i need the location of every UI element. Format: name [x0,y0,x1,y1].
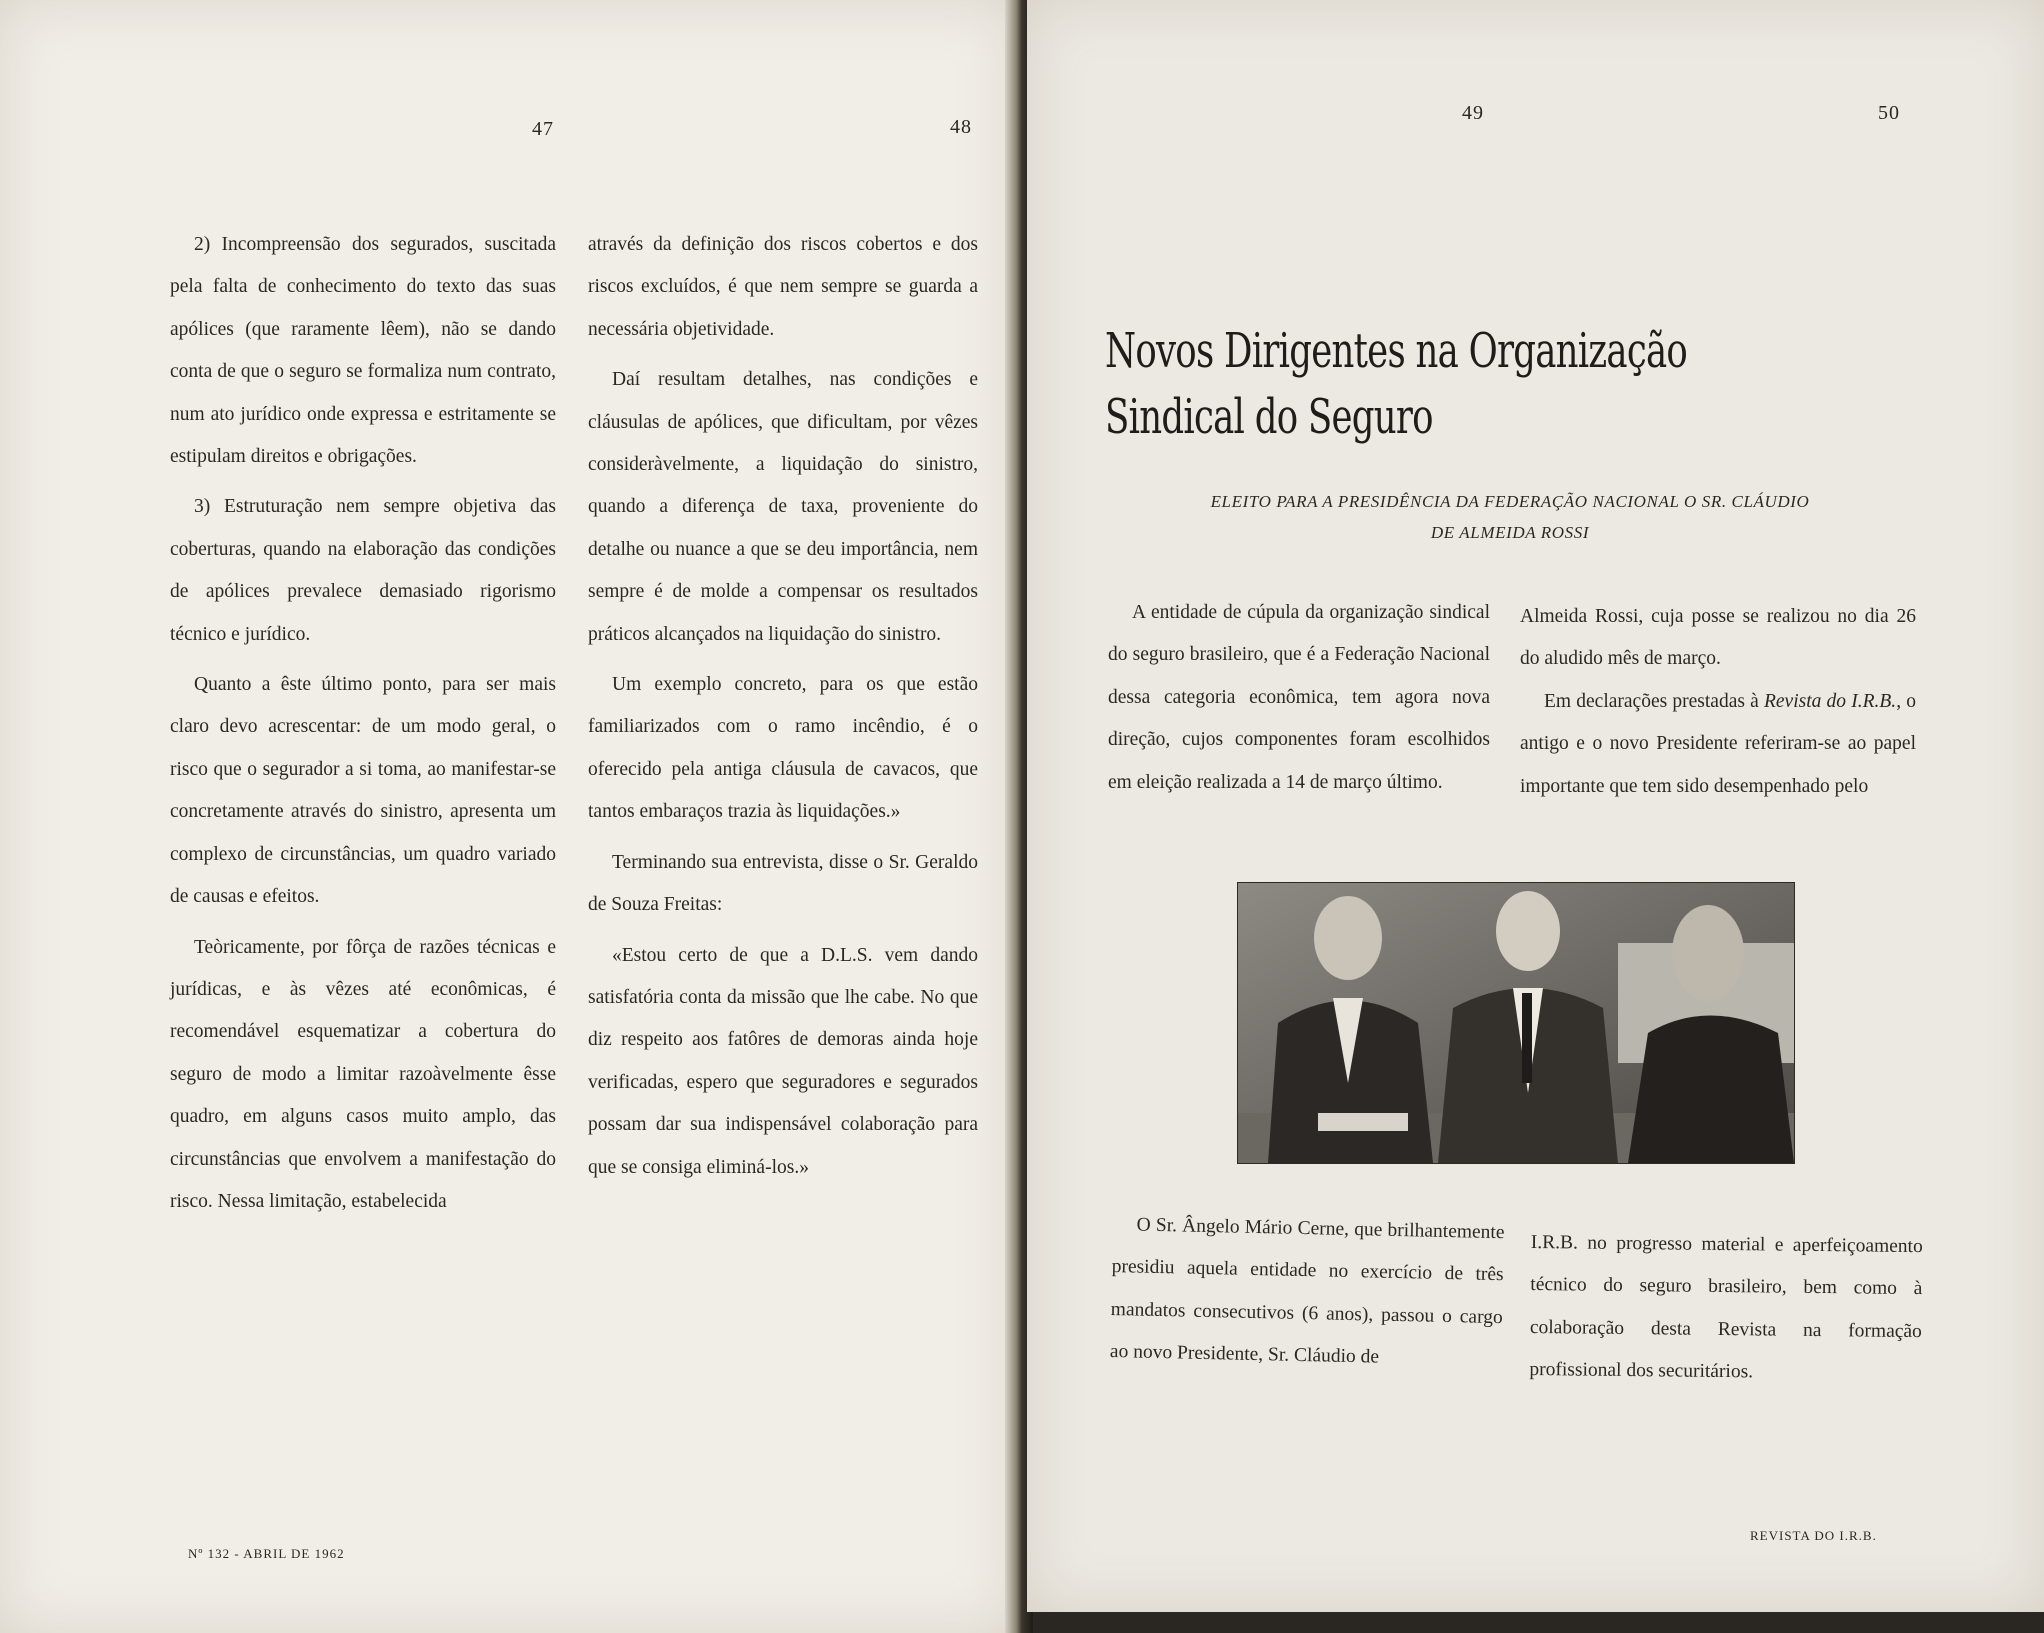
page-number-50: 50 [1878,102,1900,124]
article-column-1-bottom [1109,1204,1504,1382]
paragraph: A entidade de cúpula da organização sindical do seguro brasileiro, que é a Federação Nacional dessa categoria econômica, tem agora nova direção, cujos componentes foram escolhidos em eleição realizada a 14 de março último. [1108,602,1490,793]
text-run: , o antigo e o novo Presidente referiram-se ao papel importante que tem sido desempenhado pelo [1520,690,1916,797]
page-number-47: 47 [532,118,554,140]
paragraph: I.R.B. no progresso material e aperfeiçoamento técnico do seguro brasileiro, bem como à colaboração desta Revista na formação profissional dos securitários. [1529,1231,1923,1383]
paragraph: Daí resultam detalhes, nas condições e cláusulas de apólices, que dificultam, por vêzes consideràvelmente, a liquidação do sinistro, quando a diferença de taxa, proveniente do detalhe ou nuance a que se deu importância, nem sempre é de molde a compensar os resultados práticos alcançados na liquidação do sinistro. [588,369,978,645]
paragraph: O Sr. Ângelo Mário Cerne, que brilhantemente presidiu aquela entidade no exercício de três mandatos consecutivos (6 anos), passou o cargo ao novo Presidente, Sr. Cláudio de [1109,1214,1505,1368]
article-subtitle [1110,486,1910,548]
article-column-2-top [1520,596,1916,808]
paragraph: «Estou certo de que a D.L.S. vem dando satisfatória conta da missão que lhe cabe. No que diz respeito aos fatôres de demoras ainda hoje verificadas, espero que seguradores e segurados possam dar sua indispensável colaboração para que se consiga eliminá-los.» [588,944,978,1178]
paragraph: através da definição dos riscos cobertos e dos riscos excluídos, é que nem sempre se guarda a necessária objetividade. [588,234,978,340]
page-number-48: 48 [950,116,972,138]
paragraph: Quanto a êste último ponto, para ser mais claro devo acrescentar: de um modo geral, o risco que o segurador a si toma, ao manifestar-se concretamente através do sinistro, apresenta um complexo de circunstâncias, um quadro variado de causas e efeitos. [170,674,556,908]
photo-illustration [1238,883,1794,1163]
paragraph: 2) Incompreensão dos segurados, suscitada pela falta de conhecimento do texto das suas apólices (que raramente lêem), não se dando conta de que o seguro se formaliza num contrato, num ato jurídico onde expressa e estritamente se estipulam direitos e obrigações. [170,234,556,468]
article-column-1-top [1108,592,1490,804]
left-page-column-1 [170,224,556,1231]
article-title [1105,318,1688,450]
article-title-line-1: Novos Dirigentes na Organização [1105,323,1688,379]
left-page-footer: Nº 132 - ABRIL DE 1962 [188,1546,345,1561]
paragraph: Terminando sua entrevista, disse o Sr. Geraldo de Souza Freitas: [588,851,978,916]
paragraph: Um exemplo concreto, para os que estão familiarizados com o ramo incêndio, é o oferecido pela antiga cláusula de cavacos, que tantos embaraços trazia às liquidações.» [588,674,978,823]
paragraph: Teòricamente, por fôrça de razões técnicas e jurídicas, e às vêzes até econômicas, é recomendável esquematizar a cobertura do seguro de modo a limitar razoàvelmente êsse quadro, em alguns casos muito amplo, das circunstâncias que envolvem a manifestação do risco. Nessa limitação, estabelecida [170,936,556,1212]
left-page-column-2 [588,224,978,1197]
article-column-2-bottom [1529,1222,1923,1396]
paragraph: 3) Estruturação nem sempre objetiva das coberturas, quando na elaboração das condições de apólices prevalece demasiado rigorismo técnico e jurídico. [170,496,556,645]
article-subtitle-line-1: ELEITO PARA A PRESIDÊNCIA DA FEDERAÇÃO NACIONAL O SR. CLÁUDIO [1210,492,1810,511]
paragraph [1520,681,1916,808]
article-photo [1237,882,1795,1164]
article-title-line-2: Sindical do Seguro [1105,389,1433,445]
paragraph: Almeida Rossi, cuja posse se realizou no dia 26 do aludido mês de março. [1520,606,1916,670]
page-number-49: 49 [1462,102,1484,124]
text-run: Em declarações prestadas à [1544,690,1764,712]
text-run-italic: Revista do I.R.B. [1763,690,1897,712]
left-page-spread [0,0,1015,1633]
article-subtitle-line-2: DE ALMEIDA ROSSI [1430,523,1590,542]
right-page-footer: REVISTA DO I.R.B. [1750,1528,1877,1543]
